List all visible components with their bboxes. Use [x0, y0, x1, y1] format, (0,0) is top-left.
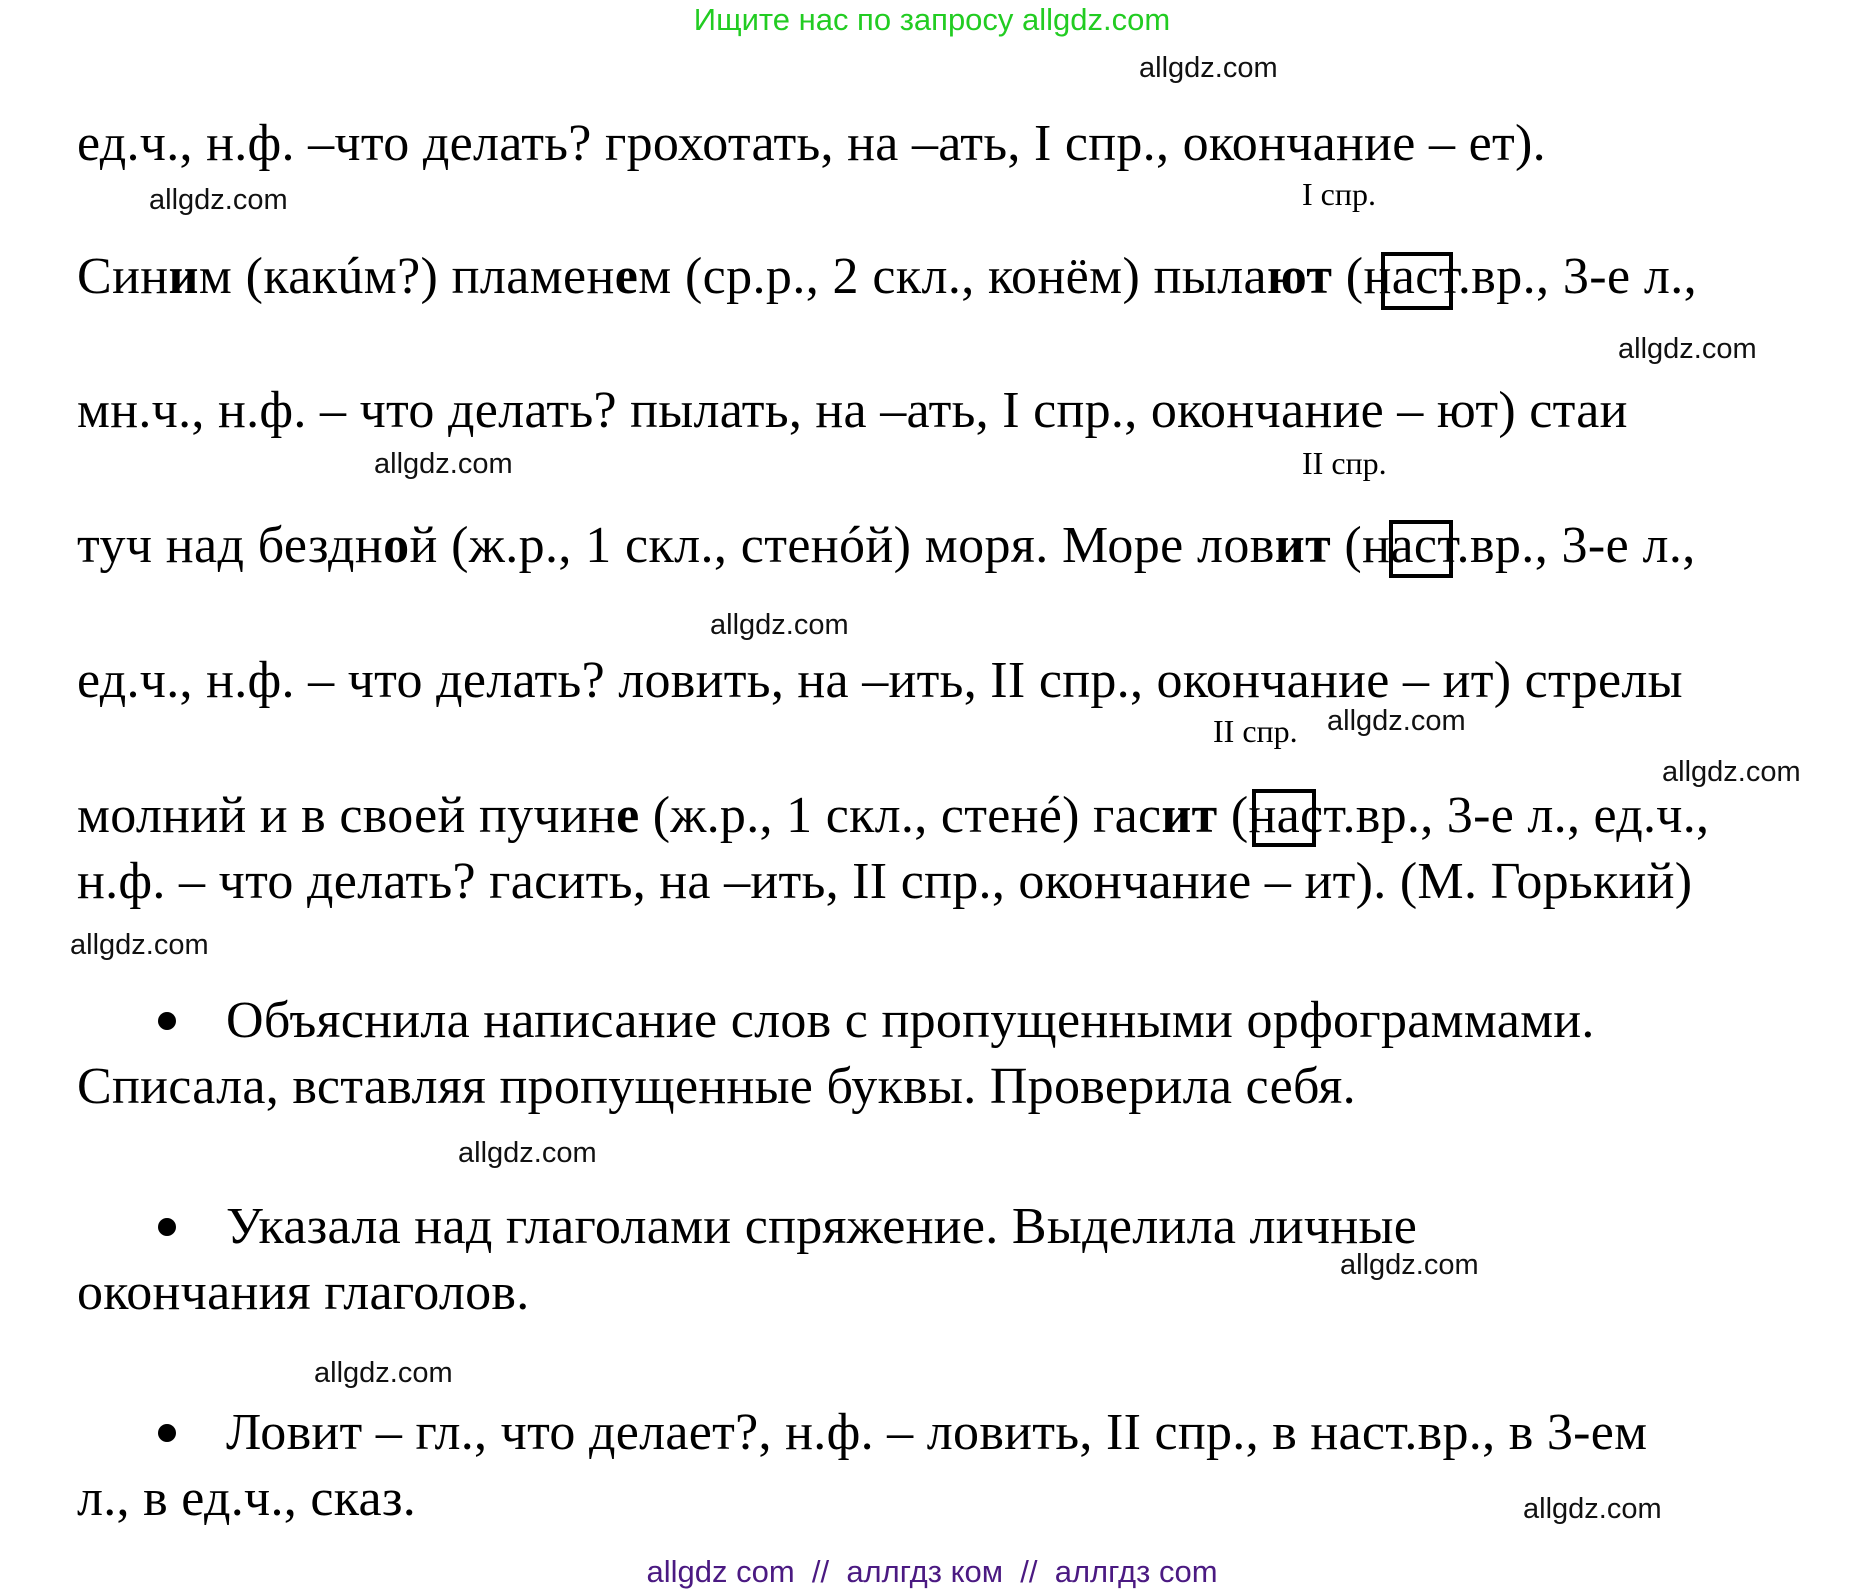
- conjugation-label: I спр.: [1302, 176, 1376, 212]
- watermark: allgdz.com: [1139, 52, 1278, 84]
- text-fragment: (наст.вр., 3-е л.,: [1331, 517, 1696, 574]
- highlighted-ending: о: [383, 517, 410, 574]
- text-line: [77, 787, 1710, 844]
- text-fragment: м (какúм?) пламен: [198, 248, 615, 305]
- bullet-text: Указала над глаголами спряжение. Выделила личные: [226, 1198, 1418, 1255]
- conjugation-label: II спр.: [1213, 713, 1298, 749]
- text-fragment: молний и в своей пучин: [77, 787, 617, 844]
- bullet-text: Ловит – гл., что делает?, н.ф. – ловить, II спр., в наст.вр., в 3-ем: [226, 1404, 1648, 1461]
- bullet-text: Объяснила написание слов с пропущенными орфограммами.: [226, 992, 1595, 1049]
- ending-box: [1389, 520, 1453, 578]
- watermark: allgdz.com: [70, 929, 209, 961]
- text-fragment: Син: [77, 248, 169, 305]
- watermark: allgdz.com: [1662, 756, 1801, 788]
- ending-box: [1381, 252, 1453, 310]
- boxed-ending: ит: [1161, 787, 1218, 844]
- bullet-icon: [158, 1424, 176, 1442]
- highlighted-ending: и: [168, 248, 199, 305]
- watermark: allgdz.com: [1327, 705, 1466, 737]
- highlighted-ending: е: [614, 248, 639, 305]
- watermark: allgdz.com: [314, 1357, 453, 1389]
- conjugation-label: II спр.: [1302, 445, 1387, 481]
- bullet-text-continued: л., в ед.ч., сказ.: [77, 1470, 417, 1527]
- bullet-text-continued: окончания глаголов.: [77, 1264, 530, 1321]
- text-fragment: м (ср.р., 2 скл., конём) пыла: [638, 248, 1267, 305]
- watermark: allgdz.com: [1340, 1249, 1479, 1281]
- text-line: [77, 248, 1698, 305]
- watermark: allgdz.com: [458, 1137, 597, 1169]
- text-fragment: (ж.р., 1 скл., стенé) гас: [639, 787, 1162, 844]
- footer-watermark: allgdz com // аллгдз ком // аллгдз com: [646, 1554, 1218, 1589]
- highlighted-ending: е: [616, 787, 640, 844]
- watermark: allgdz.com: [1618, 333, 1757, 365]
- text-line: мн.ч., н.ф. – что делать? пылать, на –ать, I спр., окончание – ют) стаи: [77, 382, 1628, 439]
- text-fragment: туч над бездн: [77, 517, 384, 574]
- bullet-icon: [158, 1012, 176, 1030]
- text-line: ед.ч., н.ф. – что делать? ловить, на –ить, II спр., окончание – ит) стрелы: [77, 652, 1683, 709]
- watermark: allgdz.com: [374, 448, 513, 480]
- text-line: ед.ч., н.ф. –что делать? грохотать, на –ать, I спр., окончание – ет).: [77, 115, 1546, 172]
- text-fragment: й (ж.р., 1 скл., стенóй) моря. Море лов: [409, 517, 1275, 574]
- text-fragment: (наст.вр., 3-е л.,: [1332, 248, 1698, 305]
- watermark: allgdz.com: [149, 184, 288, 216]
- text-line: н.ф. – что делать? гасить, на –ить, II спр., окончание – ит). (М. Горький): [77, 853, 1693, 910]
- boxed-ending: ют: [1266, 248, 1333, 305]
- watermark: allgdz.com: [1523, 1493, 1662, 1525]
- bullet-text-continued: Списала, вставляя пропущенные буквы. Проверила себя.: [77, 1058, 1356, 1115]
- watermark: allgdz.com: [710, 609, 849, 641]
- text-fragment: (наст.вр., 3-е л., ед.ч.,: [1217, 787, 1710, 844]
- ending-box: [1252, 789, 1316, 847]
- bullet-icon: [158, 1218, 176, 1236]
- boxed-ending: ит: [1274, 517, 1332, 574]
- search-hint-header: Ищите нас по запросу allgdz.com: [693, 2, 1171, 37]
